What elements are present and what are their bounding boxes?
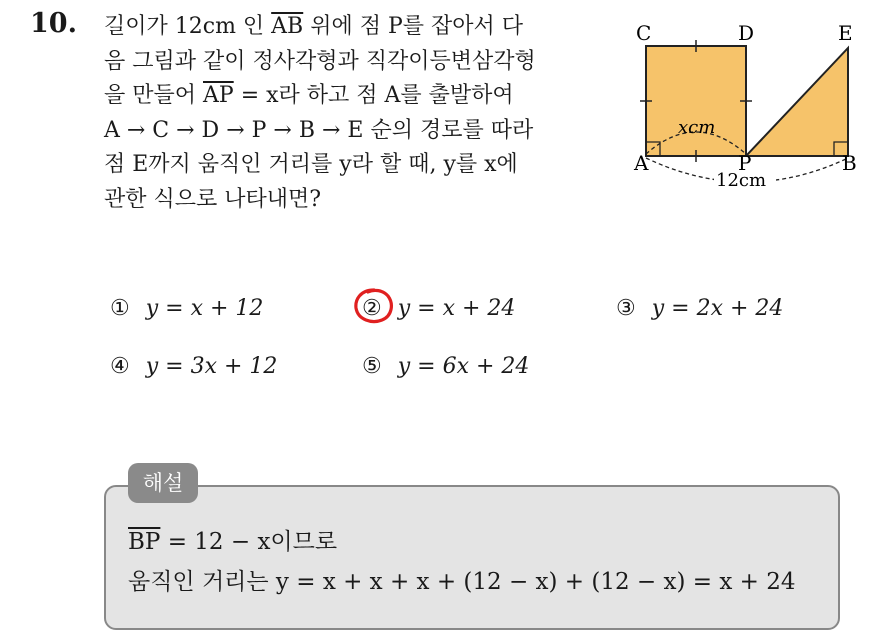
line-text: = x라 하고 점 A를 출발하여: [233, 83, 514, 108]
choice-expression: y = x + 12: [145, 296, 264, 321]
choice-number: ⑤: [362, 354, 382, 379]
choice-number: ④: [110, 354, 130, 379]
explanation-text: = 12 − x이므로: [160, 529, 338, 555]
segment-ab: $\overline{AB}$: [271, 14, 304, 39]
choice-expression: y = x + 24: [397, 296, 516, 321]
geometry-figure: [630, 18, 870, 198]
choice-5[interactable]: [362, 354, 529, 379]
vertex-b: B: [842, 151, 857, 175]
vertex-a: A: [634, 151, 649, 175]
line-text: 을 만들어: [104, 83, 203, 108]
line-text: 위에 점 P를 잡아서 다: [303, 14, 524, 39]
line-text: 길이가 12cm 인: [104, 14, 272, 39]
question-number: 10.: [30, 8, 77, 39]
explanation-line-2: 움직인 거리는 y = x + x + x + (12 − x) + (12 − x) = x + 24: [128, 569, 796, 595]
question-line-5: 점 E까지 움직인 거리를 y라 할 때, y를 x에: [104, 152, 518, 177]
segment-ap: $\overline{AP}$: [203, 83, 234, 108]
choice-4[interactable]: [110, 354, 277, 379]
choice-expression: y = 2x + 24: [651, 296, 784, 321]
triangle-shape: [746, 48, 848, 156]
square-shape: [646, 46, 746, 156]
explanation-line-1: [128, 523, 337, 556]
vertex-d: D: [738, 21, 755, 45]
segment-bp: $\overline{BP}$: [128, 529, 161, 555]
answer-circle-mark: [352, 286, 396, 326]
base-label: 12cm: [716, 170, 767, 191]
explanation-box: [104, 485, 840, 630]
question-line-1: [104, 10, 616, 45]
vertex-e: E: [838, 21, 853, 45]
question-line-6: 관한 식으로 나타내면?: [104, 186, 322, 212]
choice-1[interactable]: [110, 296, 263, 321]
choice-3[interactable]: [616, 296, 783, 321]
vertex-c: C: [636, 21, 652, 45]
choice-expression: y = 3x + 12: [145, 354, 278, 379]
choice-number: ①: [110, 296, 130, 321]
question-line-3: [104, 79, 616, 114]
explanation-tag: 해설: [128, 463, 198, 503]
question-line-4: A → C → D → P → B → E 순의 경로를 따라: [104, 117, 534, 143]
choice-number: ②: [362, 296, 382, 321]
choice-number: ③: [616, 296, 636, 321]
x-label: xcm: [678, 117, 716, 138]
choice-expression: y = 6x + 24: [397, 354, 530, 379]
question-text: [104, 10, 616, 217]
vertex-p: P: [738, 151, 752, 175]
question-line-2: 음 그림과 같이 정사각형과 직각이등변삼각형: [104, 48, 536, 74]
